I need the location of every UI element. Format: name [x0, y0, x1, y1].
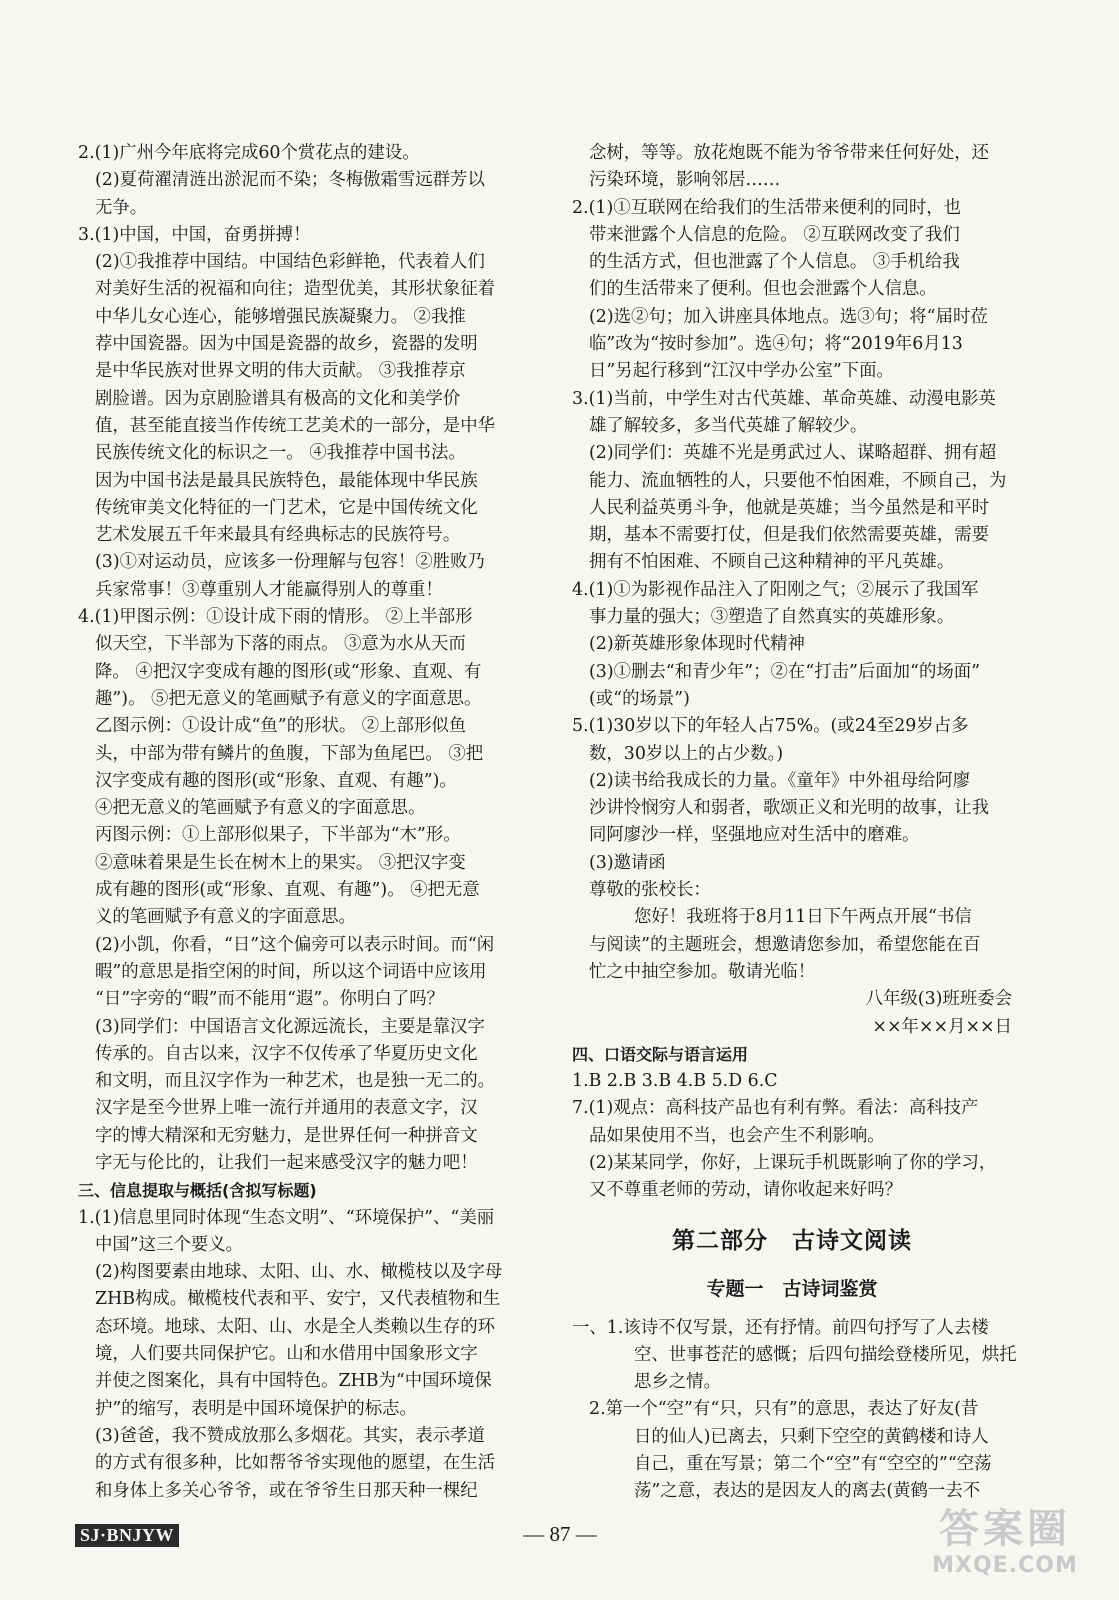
- text-line: 思乡之情。: [634, 1372, 721, 1393]
- text-line: 4.(1)甲图示例：①设计成下雨的情形。 ②上半部形: [78, 607, 473, 628]
- left-column: [78, 140, 548, 1505]
- right-column-top-block: [572, 140, 1012, 1205]
- text-line: 2.(1)①互联网在给我们的生活带来便利的同时，也: [572, 197, 962, 218]
- text-line: 的生活方式，但也泄露了个人信息。 ③手机给我: [589, 252, 960, 273]
- part-title: 第二部分 古诗文阅读: [672, 1226, 912, 1254]
- text-line: 态环境。地球、太阳、山、水是全人类赖以生存的环: [95, 1316, 495, 1337]
- text-line: (2)读书给我成长的力量。《童年》中外祖母给阿廖: [589, 770, 971, 791]
- section-heading: 四、口语交际与语言运用: [572, 1044, 749, 1064]
- text-line: 们的生活带来了便利。但也会泄露个人信息。: [589, 279, 937, 300]
- text-line: 2.第一个“空”有“只，只有”的意思，表达了好友(昔: [589, 1399, 979, 1420]
- watermark-text: 答案圈: [939, 1506, 1071, 1552]
- text-line: 污染环境，影响邻居……: [589, 170, 781, 191]
- text-line: 沙讲怜悯穷人和弱者，歌颂正义和光明的故事，让我: [589, 798, 989, 819]
- text-line: 尊敬的张校长：: [589, 880, 711, 901]
- text-line: ××年××月××日: [872, 1016, 1012, 1037]
- text-line: 您好！我班将于8月11日下午两点开展“书信: [634, 907, 972, 928]
- text-line: 5.(1)30岁以下的年轻人占75%。(或24至29岁占多: [572, 716, 969, 737]
- text-line: 字无与伦比的，让我们一起来感受汉字的魅力吧！: [95, 1152, 478, 1173]
- text-line: 八年级(3)班班委会: [865, 989, 1012, 1010]
- watermark-url: MXQE.COM: [932, 1553, 1078, 1578]
- text-line: 护”的缩写，表明是中国环境保护的标志。: [95, 1398, 417, 1419]
- text-line: 中国”这三个要义。: [95, 1234, 244, 1255]
- text-line: 2.(1)广州今年底将完成60个赏花点的建设。: [78, 143, 420, 163]
- text-line: 空、世事苍茫的感慨；后四句描绘登楼所见，烘托: [634, 1344, 1017, 1365]
- text-line: 传统审美文化特征的一门艺术，它是中国传统文化: [95, 497, 478, 518]
- section-heading: 三、信息提取与概括(含拟写标题): [78, 1181, 317, 1201]
- text-line: 忙之中抽空参加。敬请光临！: [589, 961, 816, 982]
- text-line: 能力、流血牺牲的人，只要他不怕困难，不顾自己，为: [589, 470, 1007, 491]
- text-line: 和文明，而且汉字作为一种艺术，也是独一无二的。: [95, 1071, 495, 1092]
- text-line: 似天空，下半部为下落的雨点。 ③意为水从天而: [95, 634, 466, 655]
- text-line: ZHB构成。橄榄枝代表和平、安宁，又代表植物和生: [95, 1289, 501, 1310]
- text-line: 事力量的强大；③塑造了自然真实的英雄形象。: [589, 607, 955, 628]
- text-line: 的方式有很多种，比如帮爷爷实现他的愿望，在生活: [95, 1453, 495, 1474]
- text-line: 民族传统文化的标识之一。 ④我推荐中国书法。: [95, 443, 466, 464]
- text-line: 是中华民族对世界文明的伟大贡献。 ③我推荐京: [95, 361, 466, 382]
- text-line: (2)夏荷濯清涟出淤泥而不染；冬梅傲霜雪远群芳以: [95, 170, 485, 191]
- text-line: 自己，重在写景；第二个“空”有“空空的”“空荡: [634, 1454, 992, 1475]
- text-line: 并使之图案化，具有中国特色。ZHB为“中国环境保: [95, 1371, 492, 1392]
- text-line: 品如果使用不当，也会产生不利影响。: [589, 1125, 885, 1146]
- text-line: (2)①我推荐中国结。中国结色彩鲜艳，代表着人们: [95, 252, 485, 273]
- topic-title: 专题一 古诗词鉴赏: [706, 1277, 878, 1300]
- text-line: (2)新英雄形象体现时代精神: [589, 634, 805, 655]
- text-line: 字的博大精深和无穷魅力，是世界任何一种拼音文: [95, 1125, 478, 1146]
- text-line: 1.B 2.B 3.B 4.B 5.D 6.C: [572, 1071, 778, 1092]
- text-line: 趣”)。 ⑤把无意义的笔画赋予有意义的字面意思。: [95, 688, 482, 709]
- text-line: (3)邀请函: [589, 852, 666, 873]
- text-line: 又不尊重老师的劳动，请你收起来好吗？: [589, 1180, 903, 1201]
- text-line: 汉字变成有趣的图形(或“形象、直观、有趣”)。: [95, 770, 457, 791]
- text-line: 对美好生活的祝福和向往；造型优美，其形状象征着: [95, 279, 495, 300]
- text-line: 3.(1)中国，中国，奋勇拼搏！: [78, 224, 311, 245]
- text-line: 暇”的意思是指空闲的时间，所以这个词语中应该用: [95, 961, 487, 982]
- text-line: 荡”之意，表达的是因友人的离去(黄鹤一去不: [634, 1481, 981, 1502]
- text-line: 拥有不怕困难、不顾自己这种精神的平凡英雄。: [589, 552, 955, 573]
- text-line: (3)爸爸，我不赞成放那么多烟花。其实，表示孝道: [95, 1425, 485, 1446]
- text-line: 念树，等等。放花炮既不能为爷爷带来任何好处，还: [589, 143, 989, 163]
- text-line: 降。 ④把汉字变成有趣的图形(或“形象、直观、有: [95, 661, 482, 682]
- text-line: 一、1.该诗不仅写景，还有抒情。前四句抒写了人去楼: [572, 1317, 989, 1338]
- text-line: 4.(1)①为影视作品注入了阳刚之气；②展示了我国军: [572, 579, 979, 600]
- text-line: (2)某某同学，你好，上课玩手机既影响了你的学习，: [589, 1152, 997, 1173]
- text-line: 乙图示例：①设计成“鱼”的形状。 ②上部形似鱼: [95, 716, 467, 737]
- text-line: 艺术发展五千年来最具有经典标志的民族符号。: [95, 525, 461, 546]
- right-column: [572, 140, 1017, 1506]
- right-column-bottom-block: [572, 1315, 1017, 1506]
- text-line: ④把无意义的笔画赋予有意义的字面意思。: [95, 798, 426, 819]
- text-line: “日”字旁的“暇”而不能用“遐”。你明白了吗？: [95, 989, 444, 1010]
- text-line: 带来泄露个人信息的危险。 ②互联网改变了我们: [589, 224, 960, 245]
- text-line: 境，人们要共同保护它。山和水借用中国象形文字: [95, 1344, 478, 1365]
- text-line: ②意味着果是生长在树木上的果实。 ③把汉字变: [95, 852, 466, 873]
- text-line: 3.(1)当前，中学生对古代英雄、革命英雄、动漫电影英: [572, 388, 996, 409]
- text-line: 雄了解较多，多当代英雄了解较少。: [589, 415, 868, 436]
- text-line: 和身体上多关心爷爷，或在爷爷生日那天种一棵纪: [95, 1480, 478, 1501]
- text-line: 中华儿女心连心，能够增强民族凝聚力。 ②我推: [95, 306, 466, 327]
- text-line: 头，中部为带有鳞片的鱼腹，下部为鱼尾巴。 ③把: [95, 743, 484, 764]
- text-line: 义的笔画赋予有意义的字面意思。: [95, 907, 356, 928]
- text-line: 兵家常事！③尊重别人才能赢得别人的尊重！: [95, 579, 443, 600]
- text-line: (3)①对运动员，应该多一份理解与包容！②胜败乃: [95, 552, 485, 573]
- text-line: 因为中国书法是最具民族特色，最能体现中华民族: [95, 470, 478, 491]
- text-line: 汉字是至今世界上唯一流行并通用的表意文字，汉: [95, 1098, 478, 1119]
- watermark-logo: [905, 1505, 1105, 1585]
- text-line: (或“的场景”): [589, 688, 690, 709]
- text-line: 与阅读”的主题班会，想邀请您参加，希望您能在百: [589, 934, 981, 955]
- text-line: 7.(1)观点：高科技产品也有利有弊。看法：高科技产: [572, 1098, 979, 1119]
- text-line: 剧脸谱。因为京剧脸谱具有极高的文化和美学价: [95, 388, 461, 409]
- text-line: (2)小凯，你看，“日”这个偏旁可以表示时间。而“闲: [95, 934, 495, 955]
- text-line: 数，30岁以上的占少数。): [589, 743, 784, 764]
- text-line: 值，甚至能直接当作传统工艺美术的一部分，是中华: [95, 415, 495, 436]
- text-line: 临”改为“按时参加”。选④句；将“2019年6月13: [589, 334, 963, 355]
- text-line: (2)选②句；加入讲座具体地点。选③句；将“届时莅: [589, 306, 988, 327]
- text-line: (2)构图要素由地球、太阳、山、水、橄榄枝以及字母: [95, 1262, 503, 1283]
- text-line: 成有趣的图形(或“形象、直观、有趣”)。 ④把无意: [95, 880, 480, 901]
- book-code-label: SJ·BNJYW: [75, 1524, 179, 1547]
- text-line: (3)同学们：中国语言文化源远流长，主要是靠汉字: [95, 1016, 485, 1037]
- text-line: 丙图示例：①上部形似果子，下半部为“木”形。: [95, 825, 461, 846]
- text-line: 传承的。自古以来，汉字不仅传承了华夏历史文化: [95, 1043, 478, 1064]
- text-line: 荐中国瓷器。因为中国是瓷器的故乡，瓷器的发明: [95, 334, 478, 355]
- text-line: 无争。: [95, 197, 148, 218]
- text-line: 日”另起行移到“江汉中学办公室”下面。: [589, 361, 894, 382]
- text-line: (3)①删去“和青少年”；②在“打击”后面加“的场面”: [589, 661, 981, 682]
- text-line: 日的仙人)已离去，只剩下空空的黄鹤楼和诗人: [634, 1426, 989, 1447]
- text-line: 1.(1)信息里同时体现“生态文明”、“环境保护”、“美丽: [78, 1207, 495, 1228]
- page-number: — 87 —: [523, 1522, 597, 1546]
- text-line: 人民利益英勇斗争，他就是英雄；当今虽然是和平时: [589, 497, 989, 518]
- text-line: 期，基本不需要打仗，但是我们依然需要英雄，需要: [589, 525, 989, 546]
- text-line: (2)同学们：英雄不光是勇武过人、谋略超群、拥有超: [589, 443, 997, 464]
- text-line: 同阿廖沙一样，坚强地应对生活中的磨难。: [589, 825, 920, 846]
